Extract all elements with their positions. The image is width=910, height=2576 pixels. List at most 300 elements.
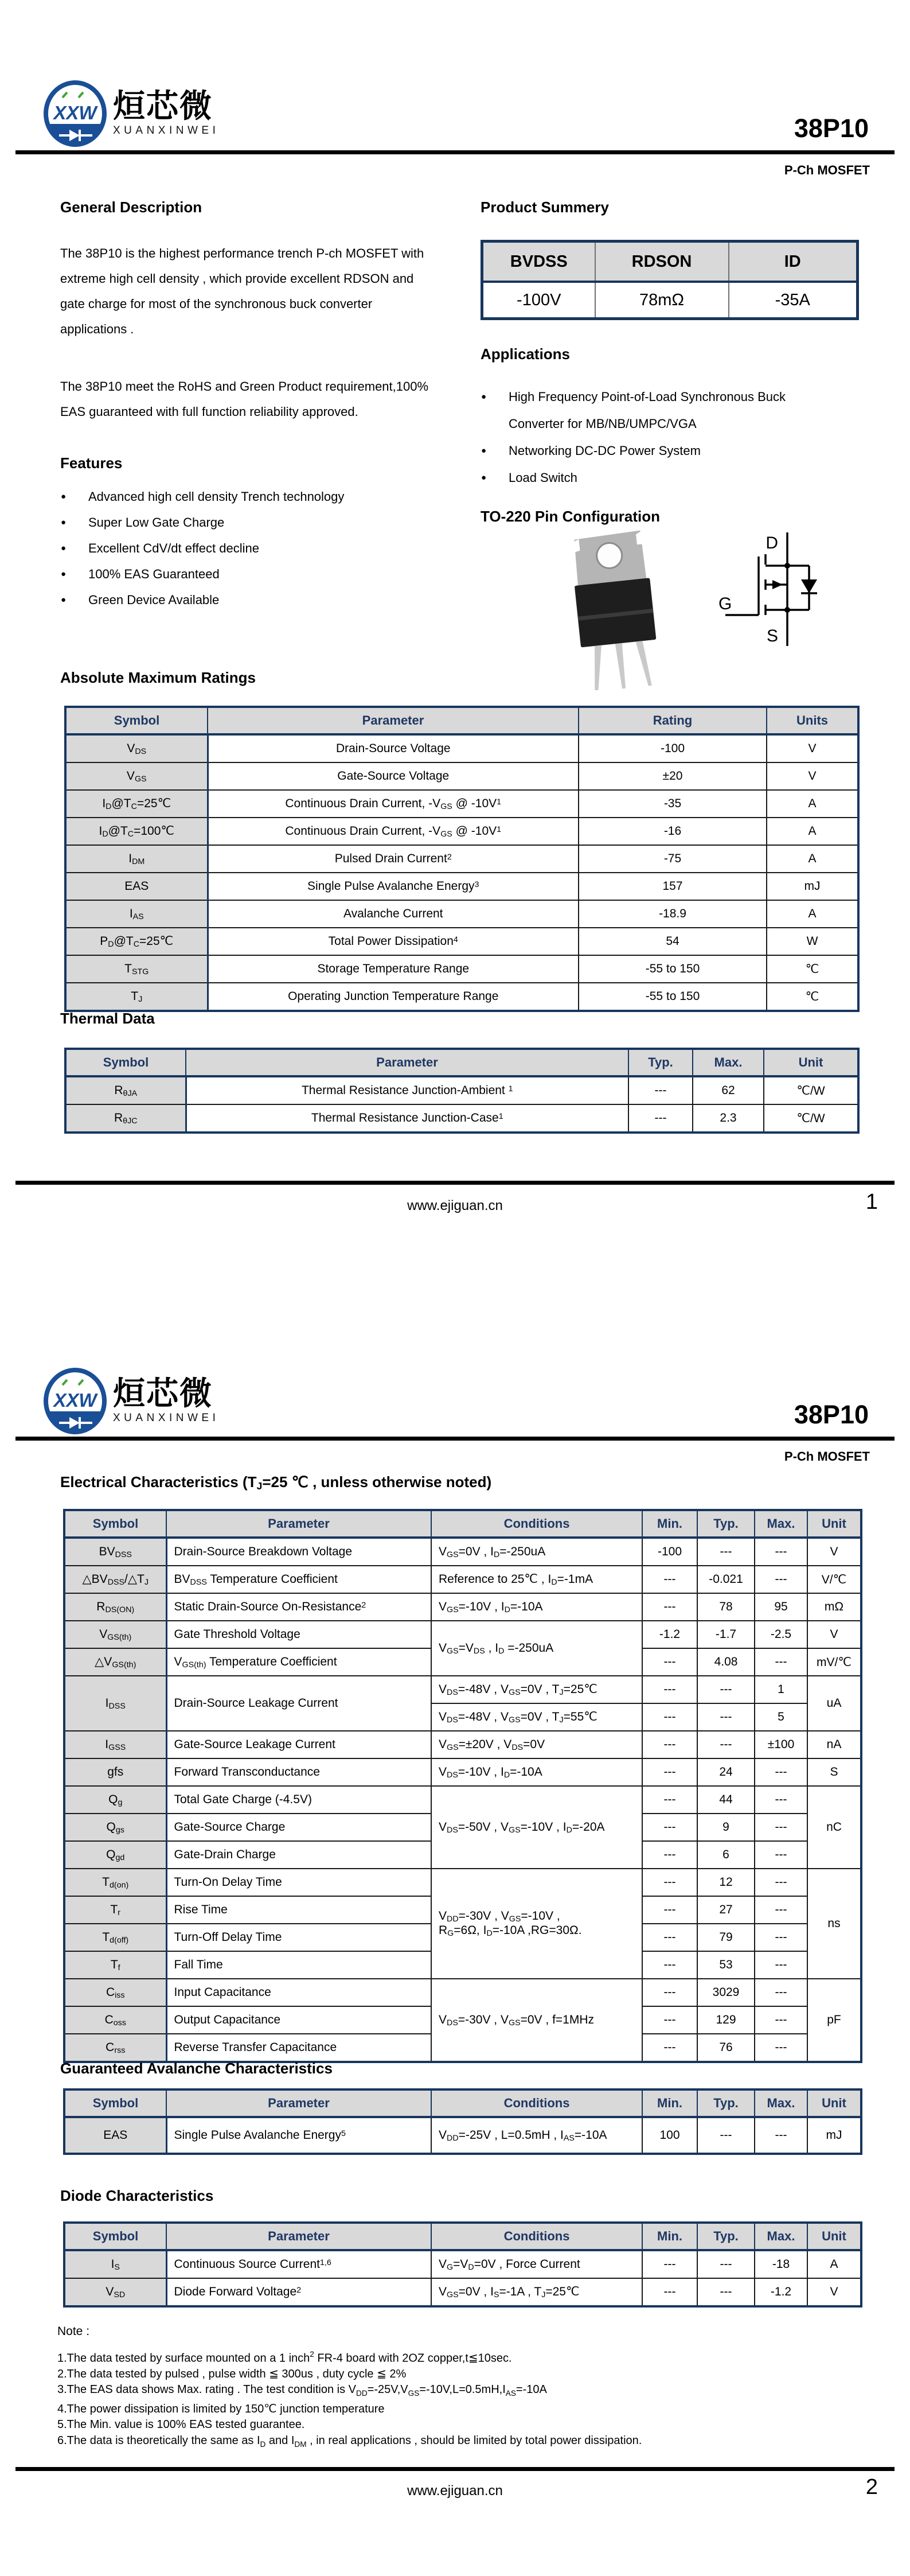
applications-list <box>478 383 822 491</box>
typ-cell: 6 <box>697 1841 755 1869</box>
min-header: Min. <box>642 2223 697 2250</box>
company-logo <box>43 1368 219 1434</box>
unit-cell: V/℃ <box>807 1566 861 1593</box>
max-cell: --- <box>755 1951 807 1979</box>
min-cell: -100 <box>642 1538 697 1566</box>
list-item: ● Excellent CdV/dt effect decline <box>57 535 453 561</box>
table-row <box>65 845 858 873</box>
symbol-cell: $BV_{DSS}$ <box>64 1538 166 1566</box>
conditions-cell: $V_G=V_D=0V$ , Force Current <box>431 2250 642 2278</box>
rating-cell: -35 <box>579 790 767 818</box>
symbol-cell: gfs <box>64 1758 166 1786</box>
parameter-cell: Single Pulse Avalanche Energy$^3$ <box>208 873 579 900</box>
symbol-cell: $R_{\theta JC}$ <box>65 1104 186 1133</box>
unit-cell: nA <box>807 1731 861 1758</box>
symbol-cell: $I_{AS}$ <box>65 900 208 928</box>
conditions-cell: $V_{GS}=-10V$ , $I_D=-10A$ <box>431 1593 642 1621</box>
symbol-cell: $T_f$ <box>64 1951 166 1979</box>
page-number: 1 <box>865 1190 878 1214</box>
table-header-row <box>64 2089 861 2117</box>
general-description-paragraph-2: The 38P10 meet the RoHS and Green Product requirement,100% EAS guaranteed with full function reliability approved. <box>60 379 429 419</box>
parameter-header: Parameter <box>166 1510 431 1538</box>
header-rule <box>15 1437 895 1441</box>
part-number: 38P10 <box>794 1400 869 1429</box>
symbol-header: Symbol <box>64 2089 166 2117</box>
list-item: ● Green Device Available <box>57 587 453 613</box>
unit-cell: ns <box>807 1869 861 1979</box>
symbol-cell: $V_{GS(th)}$ <box>64 1621 166 1648</box>
min-cell: --- <box>642 1924 697 1951</box>
parameter-cell: Static Drain-Source On-Resistance$^2$ <box>166 1593 431 1621</box>
parameter-cell: Single Pulse Avalanche Energy$^5$ <box>166 2117 431 2154</box>
unit-cell: pF <box>807 1979 861 2062</box>
thermal-data-table <box>64 1048 860 1134</box>
max-cell: --- <box>755 1648 807 1676</box>
symbol-cell: $T_{d(off)}$ <box>64 1924 166 1951</box>
rdson-header-cell: RDSON <box>595 242 729 282</box>
typ-cell: 129 <box>697 2006 755 2034</box>
table-row <box>65 762 858 790</box>
conditions-header: Conditions <box>431 2089 642 2117</box>
symbol-cell: $C_{iss}$ <box>64 1979 166 2006</box>
unit-cell: mJ <box>807 2117 861 2154</box>
table-row <box>65 818 858 845</box>
typ-cell: --- <box>697 1538 755 1566</box>
unit-cell: mV/℃ <box>807 1648 861 1676</box>
table-row <box>64 1676 861 1703</box>
typ-cell: 27 <box>697 1896 755 1924</box>
table-row <box>64 1758 861 1786</box>
table-row <box>65 1076 858 1104</box>
symbol-cell: $C_{rss}$ <box>64 2034 166 2062</box>
applications-title: Applications <box>481 345 571 363</box>
company-name-latin: XUANXINWEI <box>113 1412 220 1424</box>
units-cell: A <box>767 818 858 845</box>
logo-monogram-icon <box>43 80 107 147</box>
abs-max-table <box>64 706 860 1012</box>
note-item: 1.The data tested by surface mounted on a 1 inch$^2$ FR-4 board with 2OZ copper,t≦10sec. <box>57 2350 512 2365</box>
max-header: Max. <box>755 1510 807 1538</box>
parameter-cell: Total Gate Charge (-4.5V) <box>166 1786 431 1814</box>
unit-cell: A <box>807 2250 861 2278</box>
table-row <box>65 873 858 900</box>
units-cell: A <box>767 845 858 873</box>
parameter-cell: Diode Forward Voltage$^2$ <box>166 2278 431 2306</box>
unit-cell: ℃/W <box>764 1104 858 1133</box>
typ-cell: --- <box>697 2117 755 2154</box>
conditions-cell: $V_{DS}=-48V$ , $V_{GS}=0V$ , $T_J=25℃$ <box>431 1676 642 1703</box>
abs-max-title: Absolute Maximum Ratings <box>60 669 256 686</box>
device-type: P-Ch MOSFET <box>784 1449 870 1464</box>
parameter-cell: Drain-Source Leakage Current <box>166 1676 431 1731</box>
table-row <box>64 1731 861 1758</box>
table-row <box>482 242 858 282</box>
parameter-header: Parameter <box>208 707 579 734</box>
parameter-cell: Fall Time <box>166 1951 431 1979</box>
rating-cell: -16 <box>579 818 767 845</box>
parameter-cell: Gate-Source Charge <box>166 1814 431 1841</box>
footer-rule <box>15 2467 895 2471</box>
max-cell: --- <box>755 1814 807 1841</box>
rating-cell: 54 <box>579 928 767 955</box>
max-header: Max. <box>693 1049 764 1076</box>
conditions-header: Conditions <box>431 1510 642 1538</box>
list-item: ● Super Low Gate Charge <box>57 509 453 535</box>
max-header: Max. <box>755 2089 807 2117</box>
min-cell: --- <box>642 1703 697 1731</box>
general-description-title: General Description <box>60 199 202 216</box>
rating-cell: 157 <box>579 873 767 900</box>
unit-cell: S <box>807 1758 861 1786</box>
list-item: ● Networking DC-DC Power System <box>478 437 822 464</box>
unit-header: Unit <box>807 1510 861 1538</box>
parameter-cell: Drain-Source Voltage <box>208 734 579 762</box>
conditions-cell: $V_{GS}=0V$ , $I_D=-250uA$ <box>431 1538 642 1566</box>
symbol-header: Symbol <box>64 2223 166 2250</box>
unit-cell: nC <box>807 1786 861 1869</box>
typ-header: Typ. <box>628 1049 693 1076</box>
rating-cell: -55 to 150 <box>579 955 767 983</box>
parameter-cell: Gate-Source Voltage <box>208 762 579 790</box>
list-item: ● 100% EAS Guaranteed <box>57 561 453 587</box>
conditions-cell: $V_{DS}=-50V$ , $V_{GS}=-10V$ , $I_D=-20A$ <box>431 1786 642 1869</box>
max-cell: 2.3 <box>693 1104 764 1133</box>
list-item: ● Advanced high cell density Trench technology <box>57 484 453 509</box>
thermal-data-title: Thermal Data <box>60 1010 155 1027</box>
parameter-cell: $BV_{DSS}$ Temperature Coefficient <box>166 1566 431 1593</box>
unit-cell: V <box>807 1621 861 1648</box>
typ-cell: 12 <box>697 1869 755 1896</box>
rating-header: Rating <box>579 707 767 734</box>
max-cell: --- <box>755 1896 807 1924</box>
drain-pin-label: D <box>766 534 778 552</box>
typ-cell: 53 <box>697 1951 755 1979</box>
parameter-cell: Rise Time <box>166 1896 431 1924</box>
company-name-latin: XUANXINWEI <box>113 124 220 137</box>
rating-cell: -75 <box>579 845 767 873</box>
max-cell: 95 <box>755 1593 807 1621</box>
typ-cell: --- <box>628 1104 693 1133</box>
max-cell: -18 <box>755 2250 807 2278</box>
notes-label: Note : <box>57 2325 90 2338</box>
table-row <box>64 2117 861 2154</box>
rating-cell: -55 to 150 <box>579 983 767 1011</box>
symbol-cell: $I_{GSS}$ <box>64 1731 166 1758</box>
note-item: 2.The data tested by pulsed , pulse width ≦ 300us , duty cycle ≦ 2% <box>57 2367 407 2380</box>
table-row <box>64 2250 861 2278</box>
electrical-characteristics-title: Electrical Characteristics ($T_J=25$ ℃ , unless otherwise noted) <box>60 1473 492 1492</box>
parameter-cell: Turn-Off Delay Time <box>166 1924 431 1951</box>
footer-website: www.ejiguan.cn <box>407 2483 503 2499</box>
typ-cell: 9 <box>697 1814 755 1841</box>
table-row <box>65 790 858 818</box>
table-row <box>65 955 858 983</box>
typ-cell: --- <box>697 1676 755 1703</box>
parameter-cell: Forward Transconductance <box>166 1758 431 1786</box>
parameter-cell: Continuous Drain Current, $-V_{GS}$ @ $-10V^1$ <box>208 818 579 845</box>
conditions-cell: $V_{DD}=-25V$ , L=0.5mH , $I_{AS}=-10A$ <box>431 2117 642 2154</box>
conditions-cell: $V_{GS}=\pm 20V$ , $V_{DS}=0V$ <box>431 1731 642 1758</box>
max-cell: --- <box>755 1841 807 1869</box>
list-item: ● High Frequency Point-of-Load Synchronous Buck Converter for MB/NB/UMPC/VGA <box>478 383 822 437</box>
min-cell: --- <box>642 1979 697 2006</box>
table-row <box>64 1786 861 1814</box>
max-cell: --- <box>755 1869 807 1896</box>
conditions-cell: $V_{DS}=-30V$ , $V_{GS}=0V$ , f=1MHz <box>431 1979 642 2062</box>
symbol-cell: EAS <box>64 2117 166 2154</box>
max-cell: --- <box>755 1786 807 1814</box>
symbol-cell: $T_J$ <box>65 983 208 1011</box>
units-cell: V <box>767 762 858 790</box>
min-cell: --- <box>642 1786 697 1814</box>
symbol-cell: $I_S$ <box>64 2250 166 2278</box>
symbol-header: Symbol <box>65 707 208 734</box>
table-header-row <box>65 1049 858 1076</box>
bvdss-header-cell: BVDSS <box>482 242 595 282</box>
rdson-value-cell: 78mΩ <box>595 282 729 319</box>
diode-title: Diode Characteristics <box>60 2187 214 2204</box>
unit-cell: V <box>807 1538 861 1566</box>
diode-table <box>63 2221 862 2307</box>
features-title: Features <box>60 454 123 472</box>
symbol-cell: $\triangle BV_{DSS}/\triangle T_J$ <box>64 1566 166 1593</box>
conditions-cell: $V_{GS}=0V$ , $I_S=-1A$ , $T_J=25℃$ <box>431 2278 642 2306</box>
max-cell: ±100 <box>755 1731 807 1758</box>
max-cell: --- <box>755 1538 807 1566</box>
symbol-cell: $I_D@T_C=25℃$ <box>65 790 208 818</box>
units-cell: W <box>767 928 858 955</box>
table-row <box>65 983 858 1011</box>
units-cell: ℃ <box>767 983 858 1011</box>
typ-cell: -1.7 <box>697 1621 755 1648</box>
parameter-cell: Continuous Source Current$^{1,6}$ <box>166 2250 431 2278</box>
symbol-cell: $R_{DS(ON)}$ <box>64 1593 166 1621</box>
min-cell: --- <box>642 1593 697 1621</box>
min-cell: --- <box>642 2250 697 2278</box>
min-header: Min. <box>642 2089 697 2117</box>
min-cell: --- <box>642 1869 697 1896</box>
min-cell: --- <box>642 1896 697 1924</box>
table-row <box>64 1566 861 1593</box>
max-cell: --- <box>755 1924 807 1951</box>
unit-header: Unit <box>807 2223 861 2250</box>
parameter-cell: Continuous Drain Current, $-V_{GS}$ @ $-10V^1$ <box>208 790 579 818</box>
table-row <box>64 1593 861 1621</box>
parameter-cell: Thermal Resistance Junction-Ambient $^1$ <box>186 1076 628 1104</box>
general-description-paragraph-1: The 38P10 is the highest performance trench P-ch MOSFET with extreme high cell density , which provide excellent RDSON and gate charge for most of the synchronous buck converter applications . <box>60 246 424 336</box>
typ-cell: 24 <box>697 1758 755 1786</box>
part-number: 38P10 <box>794 114 869 143</box>
table-row <box>65 900 858 928</box>
parameter-cell: Turn-On Delay Time <box>166 1869 431 1896</box>
symbol-cell: $I_{DSS}$ <box>64 1676 166 1731</box>
table-row <box>482 282 858 319</box>
device-type: P-Ch MOSFET <box>784 163 870 177</box>
typ-cell: --- <box>697 1703 755 1731</box>
product-summary-table <box>481 240 859 320</box>
table-header-row <box>64 1510 861 1538</box>
parameter-header: Parameter <box>186 1049 628 1076</box>
parameter-cell: Thermal Resistance Junction-Case$^1$ <box>186 1104 628 1133</box>
unit-cell: uA <box>807 1676 861 1731</box>
typ-cell: 4.08 <box>697 1648 755 1676</box>
symbol-cell: $V_{DS}$ <box>65 734 208 762</box>
max-cell: --- <box>755 1979 807 2006</box>
bvdss-value-cell: -100V <box>482 282 595 319</box>
symbol-cell: $C_{oss}$ <box>64 2006 166 2034</box>
logo-monogram-text: XXW <box>53 102 97 123</box>
note-item: 3.The EAS data shows Max. rating . The test condition is $V_{DD}=-25V,V_{GS}=-10V,L=0.5mH,I_{AS}=-10A$ <box>57 2383 547 2398</box>
typ-header: Typ. <box>697 2223 755 2250</box>
parameter-cell: Input Capacitance <box>166 1979 431 2006</box>
parameter-cell: Avalanche Current <box>208 900 579 928</box>
id-value-cell: -35A <box>729 282 858 319</box>
symbol-cell: $P_D@T_C=25℃$ <box>65 928 208 955</box>
min-header: Min. <box>642 1510 697 1538</box>
symbol-cell: $I_D@T_C=100℃$ <box>65 818 208 845</box>
min-cell: --- <box>642 1566 697 1593</box>
unit-cell: V <box>807 2278 861 2306</box>
note-item: 5.The Min. value is 100% EAS tested guarantee. <box>57 2418 305 2431</box>
avalanche-title: Guaranteed Avalanche Characteristics <box>60 2060 333 2077</box>
logo-monogram-text: XXW <box>53 1390 97 1411</box>
parameter-cell: Total Power Dissipation$^4$ <box>208 928 579 955</box>
min-cell: --- <box>642 1758 697 1786</box>
notes-list <box>57 2347 860 2452</box>
parameter-cell: $V_{GS(th)}$ Temperature Coefficient <box>166 1648 431 1676</box>
table-row <box>65 928 858 955</box>
id-header-cell: ID <box>729 242 858 282</box>
conditions-cell: Reference to 25℃ , $I_D=-1mA$ <box>431 1566 642 1593</box>
min-cell: -1.2 <box>642 1621 697 1648</box>
min-cell: --- <box>642 2278 697 2306</box>
table-row <box>64 1869 861 1896</box>
symbol-cell: EAS <box>65 873 208 900</box>
min-cell: --- <box>642 1676 697 1703</box>
typ-cell: 76 <box>697 2034 755 2062</box>
parameter-header: Parameter <box>166 2223 431 2250</box>
product-summary-title: Product Summery <box>481 199 609 216</box>
symbol-cell: $Q_{gs}$ <box>64 1814 166 1841</box>
max-cell: --- <box>755 2117 807 2154</box>
parameter-cell: Pulsed Drain Current$^2$ <box>208 845 579 873</box>
table-row <box>64 1979 861 2006</box>
max-header: Max. <box>755 2223 807 2250</box>
list-item: ● Load Switch <box>478 464 822 491</box>
table-row <box>64 2278 861 2306</box>
symbol-cell: $R_{\theta JA}$ <box>65 1076 186 1104</box>
typ-cell: -0.021 <box>697 1566 755 1593</box>
company-name-chinese: 烜芯微 <box>113 88 213 124</box>
units-cell: mJ <box>767 873 858 900</box>
units-cell: ℃ <box>767 955 858 983</box>
symbol-cell: $V_{SD}$ <box>64 2278 166 2306</box>
symbol-cell: $Q_{gd}$ <box>64 1841 166 1869</box>
typ-cell: 78 <box>697 1593 755 1621</box>
typ-cell: --- <box>628 1076 693 1104</box>
min-cell: --- <box>642 2034 697 2062</box>
symbol-cell: $T_{STG}$ <box>65 955 208 983</box>
max-cell: -1.2 <box>755 2278 807 2306</box>
max-cell: 1 <box>755 1676 807 1703</box>
company-name-chinese: 烜芯微 <box>113 1375 213 1411</box>
table-row <box>64 1621 861 1648</box>
unit-header: Unit <box>764 1049 858 1076</box>
parameter-cell: Output Capacitance <box>166 2006 431 2034</box>
min-cell: --- <box>642 1648 697 1676</box>
conditions-cell: $V_{DD}=-30V$ , $V_{GS}=-10V$ , $R_G=6\Omega$, $I_D=-10A$ ,RG=30Ω. <box>431 1869 642 1979</box>
max-cell: --- <box>755 2006 807 2034</box>
table-row <box>65 1104 858 1133</box>
units-cell: A <box>767 790 858 818</box>
typ-cell: --- <box>697 2250 755 2278</box>
parameter-cell: Operating Junction Temperature Range <box>208 983 579 1011</box>
conditions-header: Conditions <box>431 2223 642 2250</box>
parameter-cell: Gate Threshold Voltage <box>166 1621 431 1648</box>
symbol-cell: $T_r$ <box>64 1896 166 1924</box>
rating-cell: -100 <box>579 734 767 762</box>
typ-cell: --- <box>697 2278 755 2306</box>
header-rule <box>15 150 895 154</box>
min-cell: --- <box>642 2006 697 2034</box>
max-cell: --- <box>755 2034 807 2062</box>
parameter-cell: Reverse Transfer Capacitance <box>166 2034 431 2062</box>
parameter-cell: Drain-Source Breakdown Voltage <box>166 1538 431 1566</box>
symbol-cell: $V_{GS}$ <box>65 762 208 790</box>
max-cell: 5 <box>755 1703 807 1731</box>
to220-package-photo <box>539 527 688 690</box>
avalanche-table <box>63 2088 862 2155</box>
typ-cell: 3029 <box>697 1979 755 2006</box>
note-item: 4.The power dissipation is limited by 150℃ junction temperature <box>57 2402 385 2415</box>
max-cell: --- <box>755 1758 807 1786</box>
gate-pin-label: G <box>718 594 732 613</box>
footer-website: www.ejiguan.cn <box>407 1198 503 1213</box>
typ-header: Typ. <box>697 2089 755 2117</box>
table-row <box>65 734 858 762</box>
parameter-cell: Gate-Source Leakage Current <box>166 1731 431 1758</box>
parameter-cell: Storage Temperature Range <box>208 955 579 983</box>
symbol-cell: $I_{DM}$ <box>65 845 208 873</box>
symbol-cell: $Q_g$ <box>64 1786 166 1814</box>
conditions-cell: $V_{DS}=-10V$ , $I_D=-10A$ <box>431 1758 642 1786</box>
parameter-header: Parameter <box>166 2089 431 2117</box>
units-cell: A <box>767 900 858 928</box>
typ-cell: 44 <box>697 1786 755 1814</box>
min-cell: --- <box>642 1841 697 1869</box>
units-cell: V <box>767 734 858 762</box>
min-cell: --- <box>642 1951 697 1979</box>
table-row <box>64 1538 861 1566</box>
max-cell: 62 <box>693 1076 764 1104</box>
conditions-cell: $V_{DS}=-48V$ , $V_{GS}=0V$ , $T_J=55℃$ <box>431 1703 642 1731</box>
table-header-row <box>65 707 858 734</box>
unit-cell: mΩ <box>807 1593 861 1621</box>
pin-configuration-title: TO-220 Pin Configuration <box>481 508 660 525</box>
page-number: 2 <box>865 2475 878 2499</box>
rating-cell: -18.9 <box>579 900 767 928</box>
max-cell: -2.5 <box>755 1621 807 1648</box>
min-cell: --- <box>642 1814 697 1841</box>
company-logo <box>43 80 219 147</box>
typ-header: Typ. <box>697 1510 755 1538</box>
source-pin-label: S <box>766 627 778 645</box>
symbol-header: Symbol <box>65 1049 186 1076</box>
table-header-row <box>64 2223 861 2250</box>
parameter-cell: Gate-Drain Charge <box>166 1841 431 1869</box>
logo-monogram-icon <box>43 1368 107 1434</box>
typ-cell: 79 <box>697 1924 755 1951</box>
